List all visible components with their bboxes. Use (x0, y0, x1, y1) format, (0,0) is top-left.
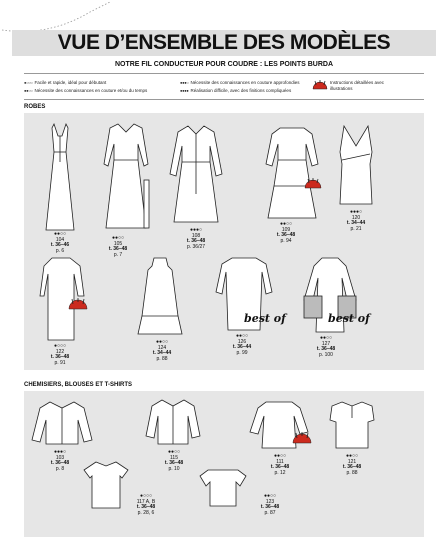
model-label: ●●●○ 103 t. 36–48 p. 8 (50, 449, 70, 472)
model-label: ●●○○ 124 t. 34–44 p. 88 (152, 339, 172, 362)
legend-item: ●●●○ Nécessite des connaissances en couture approfondies (180, 80, 300, 85)
section-title-tops: CHEMISIERS, BLOUSES ET T-SHIRTS (24, 382, 133, 388)
blouse-121-drawing (326, 400, 378, 450)
page-title: VUE D’ENSEMBLE DES MODÈLES (57, 31, 391, 54)
model-label: ●●●○ 108 t. 36–48 p. 36/27 (186, 227, 206, 250)
pincushion-icon (292, 432, 312, 444)
model-label: ●●○○ 123 t. 36–48 p. 87 (260, 493, 280, 516)
model-label: ●○○○ 117 A, B t. 36–48 p. 28, 6 (136, 493, 156, 516)
model-label: ●●●○ 120 t. 34–44 p. 21 (346, 209, 366, 232)
model-label: ●●○○ 105 t. 36–48 p. 7 (108, 235, 128, 258)
pincushion-icon (68, 298, 88, 310)
model-label: ●●○○ 127 t. 36–48 p. 100 (316, 335, 336, 358)
dress-108-drawing (168, 124, 224, 224)
shirt-103-drawing (30, 400, 94, 446)
section-title-robes: ROBES (24, 104, 46, 110)
divider (24, 99, 424, 100)
dress-104-drawing (40, 122, 80, 232)
top-123-drawing (196, 466, 250, 508)
model-label: ●●○○ 115 t. 36–48 p. 10 (164, 449, 184, 472)
pincushion-icon (312, 80, 328, 90)
title-banner (12, 30, 436, 56)
model-label: ●●○○ 109 t. 36–48 p. 94 (276, 221, 296, 244)
legend-item: ●●●● Réalisation difficile, avec des finitions compliquées (180, 88, 292, 93)
dress-105-drawing (96, 120, 156, 232)
shirt-115-drawing (144, 398, 202, 446)
legend-item: Instructions détaillées avec illustrations (330, 80, 385, 91)
model-label: ●○○○ 122 t. 36–48 p. 91 (50, 343, 70, 366)
legend-item: ●●○○ Nécessite des connaissances en couture et/ou du temps (24, 88, 148, 93)
model-label: ●●○○ 121 t. 36–48 p. 88 (342, 453, 362, 476)
model-label: ●●○○ 104 t. 36–46 p. 6 (50, 231, 70, 254)
dress-124-drawing (138, 256, 182, 336)
pincushion-icon (304, 178, 322, 189)
page-subtitle: NOTRE FIL CONDUCTEUR POUR COUDRE : LES POINTS BURDA (114, 61, 334, 68)
dress-109-drawing (262, 124, 322, 220)
dress-120-drawing (336, 124, 376, 206)
best-of-badge: best of (328, 312, 370, 325)
model-label: ●●○○ 126 t. 36–44 p. 99 (232, 333, 252, 356)
legend-item: ●○○○ Facile et rapide, idéal pour débutant (24, 80, 107, 85)
divider (24, 73, 424, 74)
best-of-badge: best of (244, 312, 286, 325)
tshirt-117-drawing (82, 460, 130, 510)
model-label: ●●○○ 111 t. 36–48 p. 12 (270, 453, 290, 476)
